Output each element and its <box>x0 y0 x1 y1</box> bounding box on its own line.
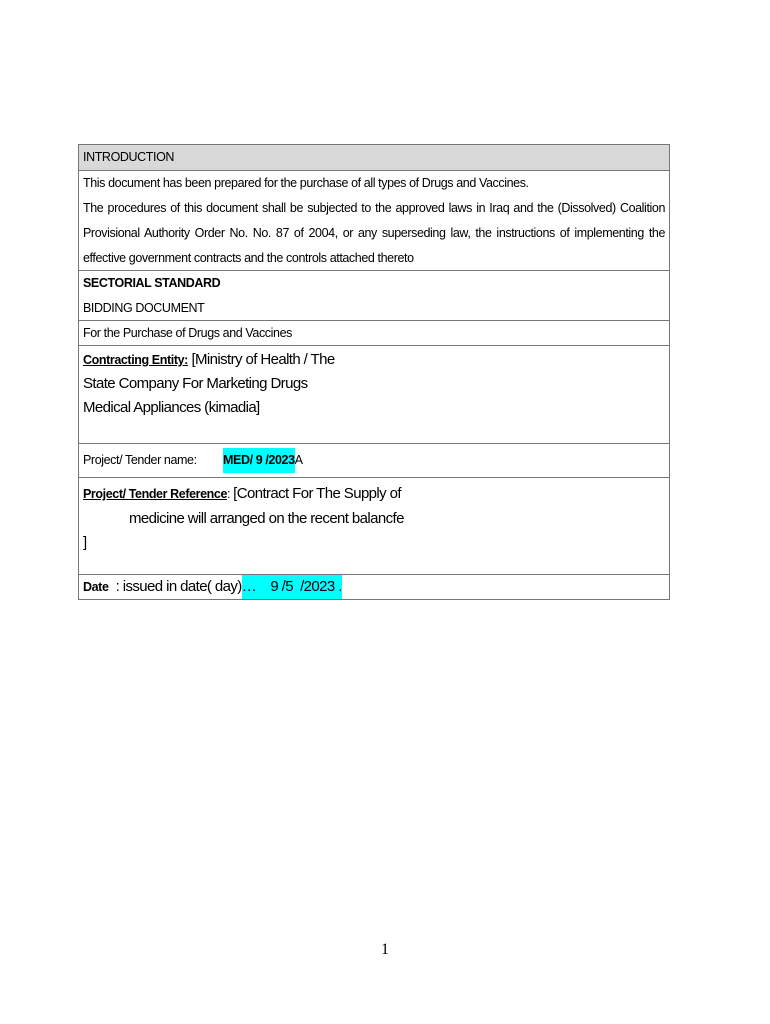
contracting-entity-line-3: Medical Appliances (kimadia] <box>83 399 260 416</box>
contracting-entity-line-2: State Company For Marketing Drugs <box>83 375 308 392</box>
tender-reference-line-2: medicine will arranged on the recent balancfe <box>129 510 404 527</box>
introduction-heading: INTRODUCTION <box>83 150 175 164</box>
contracting-entity-line-1: [Ministry of Health / The <box>187 351 335 368</box>
tender-reference-line-1: [Contract For The Supply of <box>233 485 401 502</box>
document-table <box>78 144 670 600</box>
contracting-entity-row <box>79 345 669 443</box>
tender-reference-colon: : <box>227 487 234 501</box>
purchase-subtitle: For the Purchase of Drugs and Vaccines <box>83 326 292 340</box>
date-label: Date <box>83 579 109 594</box>
introduction-line-1: This document has been prepared for the purchase of all types of Drugs and Vaccines. <box>83 176 529 190</box>
tender-reference-row <box>79 477 669 574</box>
project-code-highlight: MED/ 9 /2023 <box>223 448 295 473</box>
introduction-header-row <box>79 145 669 170</box>
date-prefix: : issued in date( day) <box>108 578 242 595</box>
project-name-row <box>79 443 669 477</box>
introduction-body-row <box>79 170 669 270</box>
bidding-document-title: BIDDING DOCUMENT <box>83 301 205 315</box>
date-row <box>79 574 669 599</box>
sectorial-standard-title: SECTORIAL STANDARD <box>83 276 221 290</box>
page-number: 1 <box>381 941 389 958</box>
sectorial-standard-row <box>79 270 669 320</box>
purchase-row <box>79 320 669 345</box>
tender-reference-line-3: ] <box>83 534 87 551</box>
tender-reference-label: Project/ Tender Reference <box>83 487 227 501</box>
contracting-entity-label: Contracting Entity: <box>83 353 188 367</box>
introduction-line-2: The procedures of this document shall be subjected to the approved laws in Iraq and the (Dissolved) Coalition Provisional Authority Order No. No. 87 of 2004, or any superseding law, the instructions of implementing the effective government contracts and the controls attached thereto <box>83 201 665 265</box>
project-name-label: Project/ Tender name: <box>83 453 197 467</box>
project-code-suffix: A <box>294 453 303 467</box>
date-value-highlight: … 9 /5 /2023 . <box>242 575 342 599</box>
